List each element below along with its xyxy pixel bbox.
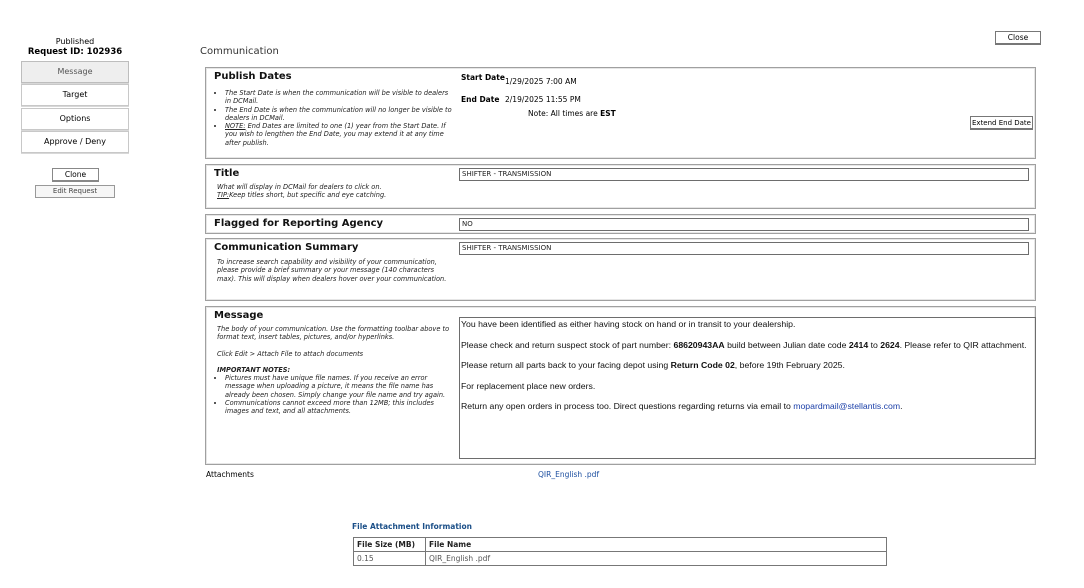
file-info-title: File Attachment Information	[352, 522, 472, 531]
tz-note-text: Note: All times are	[528, 109, 601, 118]
start-date-value: 1/29/2025 7:00 AM	[505, 77, 577, 86]
text: to	[868, 339, 881, 350]
edit-request-button[interactable]: Edit Request	[35, 185, 115, 198]
note-text: End Dates are limited to one (1) year from the Start Date. If you wish to lengthen the End Date, you may extend it at any time after publish.	[225, 122, 446, 147]
summary-field[interactable]: SHIFTER - TRANSMISSION	[459, 242, 1029, 255]
close-button[interactable]: Close	[995, 31, 1041, 45]
message-section	[205, 306, 1036, 465]
request-status	[18, 37, 132, 57]
text: , before 19th February 2025.	[734, 360, 845, 370]
tip-text: Keep titles short, but specific and eye catching.	[229, 191, 387, 200]
start-date-label: Start Date	[461, 73, 505, 82]
extend-end-date-button[interactable]: Extend End Date	[970, 116, 1033, 130]
text: Please return all parts back to your facing depot using	[461, 360, 671, 370]
page-title: Communication	[200, 46, 279, 57]
section-title: Publish Dates	[214, 71, 292, 82]
section-title: Communication Summary	[214, 242, 359, 253]
timezone-note	[528, 109, 616, 118]
message-paragraph	[461, 401, 1034, 412]
date-code-from: 2414	[848, 339, 869, 350]
message-help	[217, 325, 453, 416]
column-header: File Name	[426, 538, 887, 552]
nav-target[interactable]: Target	[21, 84, 129, 106]
nav-approve-deny[interactable]: Approve / Deny	[21, 131, 129, 153]
help-text: The body of your communication. Use the formatting toolbar above to format text, insert tables, pictures, and/or hyperlinks.	[217, 325, 450, 342]
file-name-cell: QIR_English .pdf	[426, 552, 887, 566]
tz-value: EST	[600, 109, 616, 118]
help-text: What will display in DCMail for dealers to click on.	[217, 183, 382, 191]
title-field[interactable]: SHIFTER - TRANSMISSION	[459, 168, 1029, 181]
file-size-cell: 0.15	[354, 552, 426, 566]
note-prefix: NOTE:	[225, 122, 246, 131]
publish-help	[217, 89, 453, 147]
request-id: Request ID: 102936	[27, 47, 123, 57]
publish-dates-section	[205, 67, 1036, 159]
nav-message[interactable]: Message	[21, 61, 129, 83]
message-paragraph: For replacement place new orders.	[461, 380, 596, 391]
text: build between Julian date code	[724, 339, 849, 350]
email-link[interactable]: mopardmail@stellantis.com	[793, 401, 901, 411]
text: Return any open orders in process too. Direct questions regarding returns via email to	[461, 401, 794, 411]
end-date-value: 2/19/2025 11:55 PM	[505, 95, 581, 104]
important-notes-label: IMPORTANT NOTES:	[217, 365, 291, 374]
help-text: Click Edit > Attach File to attach documents	[217, 349, 364, 358]
message-body[interactable]	[459, 317, 1036, 459]
flagged-section	[205, 214, 1036, 234]
message-paragraph: You have been identified as either having stock on hand or in transit to your dealership.	[461, 319, 796, 329]
status-label: Published	[55, 37, 95, 46]
tip-prefix: TIP:	[217, 191, 230, 200]
attachment-link[interactable]: QIR_English .pdf	[538, 470, 600, 479]
clone-button[interactable]: Clone	[52, 168, 99, 182]
summary-help: To increase search capability and visibility of your communication, please provide a brief summary or your message (140 characters max). This will display when dealers hover over your communication.	[217, 258, 447, 283]
table-row	[354, 552, 887, 566]
column-header: File Size (MB)	[354, 538, 426, 552]
attachments-label: Attachments	[206, 470, 254, 479]
message-paragraph	[461, 340, 1034, 351]
end-date-label: End Date	[461, 95, 500, 104]
tip-line	[217, 191, 453, 199]
title-help	[217, 183, 453, 200]
date-code-to: 2624	[880, 339, 900, 350]
help-item	[225, 122, 453, 147]
nav-options[interactable]: Options	[21, 108, 129, 130]
table-header-row	[354, 538, 887, 552]
message-paragraph	[461, 360, 1034, 371]
note-item: • Communications cannot exceed more than 12MB; this includes images and text, and all attachments.	[225, 399, 453, 416]
return-code: Return Code 02	[670, 360, 735, 370]
section-title: Flagged for Reporting Agency	[214, 218, 384, 229]
help-item: • The End Date is when the communication will no longer be visible to dealers in DCMail.	[225, 106, 453, 123]
note-item: • Pictures must have unique file names. If you receive an error message when uploading a picture, it means the file name has already been chosen. Simply change your file name and try again.	[225, 374, 453, 399]
section-title: Title	[214, 168, 240, 179]
text: . Please refer to QIR attachment.	[899, 339, 1027, 350]
part-number: 68620943AA	[673, 339, 725, 350]
summary-section	[205, 238, 1036, 301]
text: Please check and return suspect stock of part number:	[461, 339, 674, 350]
file-info-table	[353, 537, 887, 566]
flagged-field[interactable]: NO	[459, 218, 1029, 231]
section-title: Message	[214, 310, 264, 321]
title-section	[205, 164, 1036, 209]
help-item: • The Start Date is when the communication will be visible to dealers in DCMail.	[225, 89, 453, 106]
text: .	[900, 401, 903, 411]
